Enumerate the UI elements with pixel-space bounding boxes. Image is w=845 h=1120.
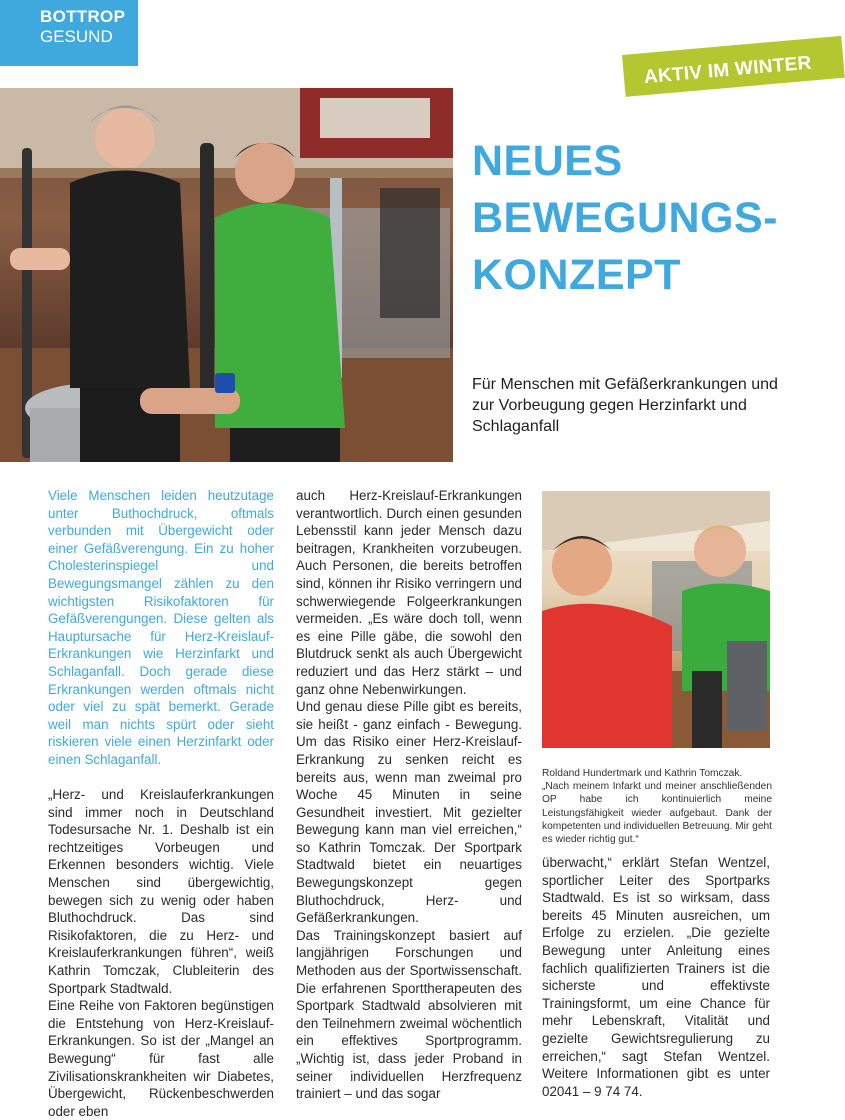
- photo-caption: [542, 767, 772, 846]
- headline-line-1: NEUES: [472, 137, 623, 185]
- caption-names: Roldand Hundertmark und Kathrin Tomczak.: [542, 768, 743, 779]
- body-paragraph: Das Trainingskonzept basiert auf langjährigen Forschungen und Methoden aus der Sportwissenschaft. Die erfahrenen Sporttherapeuten des Sportpark Stadtwald absolvieren mit den Teilnehmern zweimal wöchentlich ein effektives Sportprogramm. „Wichtig ist, dass jeder Proband in seiner individuellen Herzfrequenz trainiert – und das sogar: [296, 927, 522, 1102]
- article-column-1: [48, 487, 274, 1120]
- body-paragraph: „Herz- und Kreislauferkrankungen sind immer noch in Deutschland Todesursache Nr. 1. Deshalb ist ein rechtzeitiges Vorbeugen und Erkennen besonders wichtig. Viele Menschen sind übergewichtig, bewegen sich zu wenig oder haben Bluthochdruck. Das sind Risikofaktoren, die zu Herz- und Kreislauferkrankungen führen“, weiß Kathrin Tomczak, Clubleiterin des Sportpark Stadtwald.: [48, 787, 274, 996]
- headline: [472, 133, 812, 304]
- article-column-2: [296, 487, 522, 1103]
- body-paragraph: auch Herz-Kreislauf-Erkrankungen verantwortlich. Durch einen gesunden Lebensstil kann jeder Mensch dazu beitragen, Krankheiten vorzubeugen. Auch Personen, die bereits betroffen sind, können ihr Risiko verringern und schwerwiegende Folgeerkrankungen vermeiden. „Es wäre doch toll, wenn es eine Pille gäbe, die sowohl den Blutdruck senkt als auch Übergewicht reduziert und das Herz stärkt – und ganz ohne Nebenwirkungen.: [296, 488, 522, 697]
- caption-quote: „Nach meinem Infarkt und meiner anschließenden OP habe ich kontinuierlich meine Leistungsfähigkeit wieder aufgebaut. Dank der kompetenten und individuellen Betreuung. Mir geht es wieder richtig gut.“: [542, 781, 772, 846]
- headline-line-2: BEWEGUNGS-: [472, 194, 778, 242]
- headline-line-3: KONZEPT: [472, 251, 681, 299]
- section-tag: AKTIV IM WINTER: [622, 36, 845, 97]
- subheadline: Für Menschen mit Gefäßerkrankungen und zur Vorbeugung gegen Herzinfarkt und Schlaganfall: [472, 376, 778, 435]
- hero-photo: [0, 88, 453, 462]
- body-paragraph: Und genau diese Pille gibt es bereits, sie heißt - ganz einfach - Bewegung. Um das Risiko einer Herz-Kreislauf-Erkrankung zu senken reicht es bereits aus, wenn man zweimal pro Woche 45 Minuten in seine Gesundheit investiert. Mit gezielter Bewegung kann man viel erreichen,“ so Kathrin Tomczak. Der Sportpark Stadtwald bietet ein neuartiges Bewegungskonzept gegen Bluthochdruck, Herz- und Gefäßerkrankungen.: [296, 699, 522, 926]
- article-column-3: [542, 854, 770, 1100]
- body-paragraph: überwacht,“ erklärt Stefan Wentzel, sportlicher Leiter des Sportparks Stadtwald. Es ist so wirksam, dass bereits 45 Minuten ausreichen, um Erfolge zu erzielen. „Die gezielte Bewegung unter Anleitung eines fachlich qualifizierten Trainers ist die sicherste und effektivste Trainingsformt, um eine Chance für mehr Lebenskraft, Vitalität und gezielte Gewichtsregulierung zu erreichen,“ sagt Stefan Wentzel. Weitere Informationen gibt es unter 02041 – 9 74 74.: [542, 855, 770, 1099]
- brand-line-2: GESUND: [40, 27, 113, 46]
- intro-paragraph: Viele Menschen leiden heutzutage unter Buthochdruck, oftmals verbunden mit Übergewicht oder einer Gefäßverengung. Ein zu hoher Cholesterinspiegel und Bewegungsmangel zählen zu den wichtigsten Risikofaktoren für Gefäßverengungen. Diese gelten als Hauptursache für Herz-Kreislauf-Erkrankungen wie Herzinfarkt und Schlaganfall. Doch gerade diese Erkrankungen werden oftmals nicht oder viel zu spät bemerkt. Gerade weil man nichts spürt oder sieht riskieren viele einen Herzinfarkt oder einen Schlaganfall.: [48, 488, 274, 767]
- brand-badge: [0, 0, 138, 66]
- body-paragraph: Eine Reihe von Faktoren begünstigen die Entstehung von Herz-Kreislauf-Erkrankungen. So ist der „Mangel an Bewegung“ für fast alle Zivilisationskrankheiten wir Diabetes, Übergewicht, Rückenbeschwerden oder eben: [48, 998, 274, 1119]
- side-photo: [542, 491, 770, 748]
- brand-line-1: BOTTROP: [40, 7, 126, 26]
